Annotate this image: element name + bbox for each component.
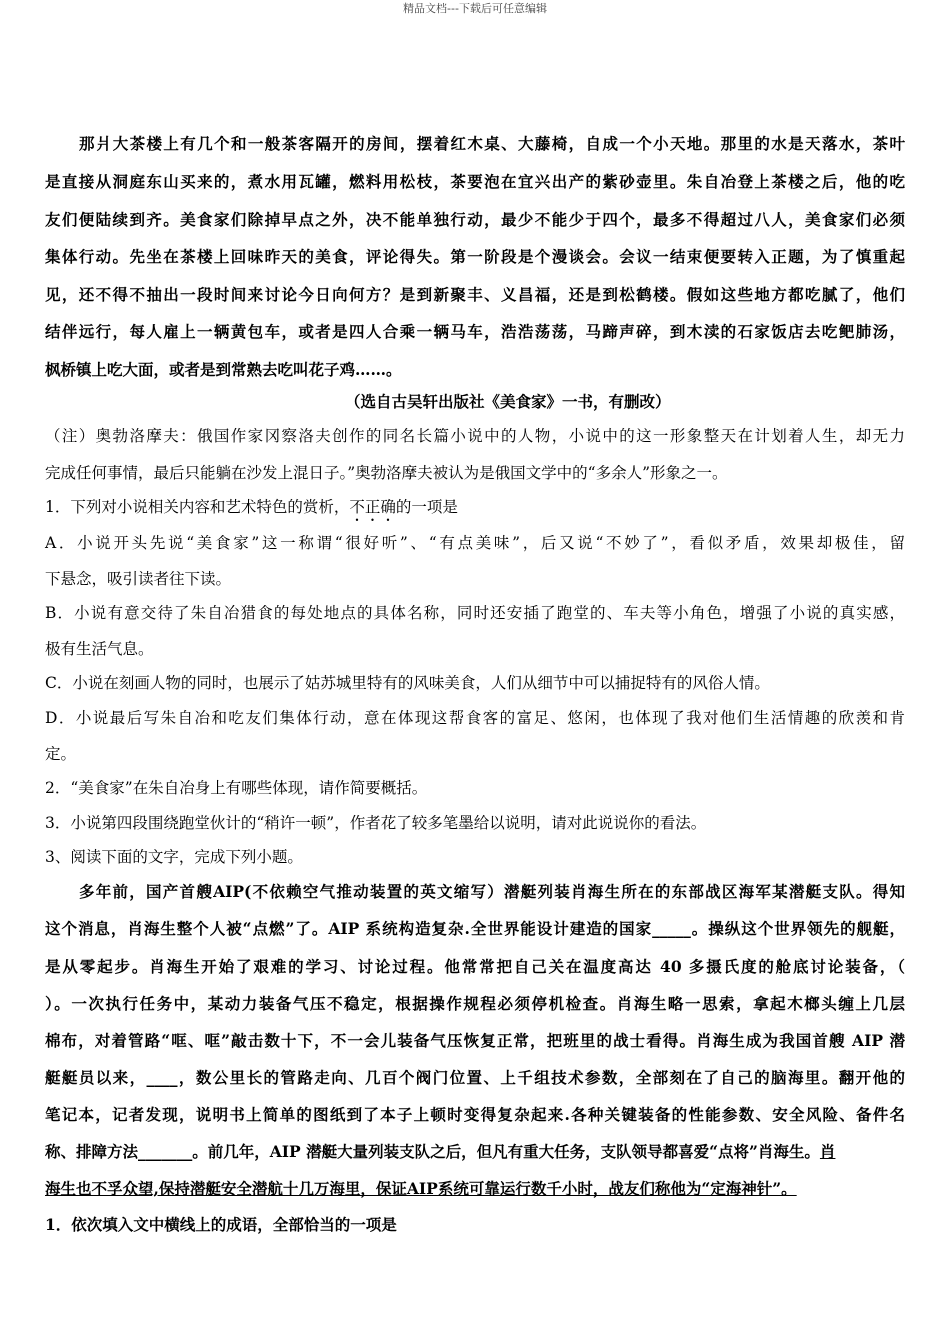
passage2-line: 笔记本，记者发现，说明书上简单的图纸到了本子上顿时变得复杂起来.各种关键装备的性能参数、安全风险、备件名 xyxy=(45,1105,905,1124)
option-b-cont: 极有生活气息。 xyxy=(45,640,154,658)
question-1-prefix: 1．下列对小说相关内容和艺术特色的赏析， xyxy=(45,498,350,516)
option-a-cont: 下悬念，吸引读者往下读。 xyxy=(45,570,232,588)
option-a: A．小说开头先说“美食家”这一称谓“很好听”、“有点美味”，后又说“不妙了”，看似矛盾，效果却极佳，留 xyxy=(45,534,905,552)
passage-line: 枫桥镇上吃大面，或者是到常熟去吃叫花子鸡……。 xyxy=(45,360,402,379)
option-d: D．小说最后写朱自冶和吃友们集体行动，意在体现这帮食客的富足、悠闲，也体现了我对他们生活情趣的欣羡和肯 xyxy=(45,709,905,727)
passage-line: 那爿大茶楼上有几个和一般茶客隔开的房间，摆着红木桌、大藤椅，自成一个小天地。那里的水是天落水，茶叶 xyxy=(79,134,905,153)
passage2-line: ）。一次执行任务中，某动力装备气压不稳定，根据操作规程必须停机检查。肖海生略一思索，拿起木榔头缠上几层 xyxy=(45,994,905,1013)
page-header: 精品文档---下载后可任意编辑 xyxy=(403,2,547,15)
passage-line: 是直接从洞庭东山买来的，煮水用瓦罐，燃料用松枝，茶要泡在宜兴出产的紫砂壶里。朱自冶登上茶楼之后，他的吃 xyxy=(45,172,905,191)
passage-line: 结伴远行，每人雇上一辆黄包车，或者是四人合乘一辆马车，浩浩荡荡，马蹄声碎，到木渎的石家饭店去吃鲃肺汤， xyxy=(45,322,905,341)
passage-line: 集体行动。先坐在茶楼上回味昨天的美食，评论得失。第一阶段是个漫谈会。会议一结束便要转入正题，为了慎重起 xyxy=(45,247,905,266)
passage2-line: 艇艇员以来，____，数公里长的管路走向、几百个阀门位置、上千组技术参数，全部刻在了自己的脑海里。翻开他的 xyxy=(45,1068,905,1087)
passage2-line: 棉布，对着管路“哐、哐”敲击数十下，不一会儿装备气压恢复正常，把班里的战士看得。肖海生成为我国首艘 AIP 潜 xyxy=(45,1031,905,1050)
passage2-line: 这个消息，肖海生整个人被“点燃”了。AIP 系统构造复杂.全世界能设计建造的国家_____。操纵这个世界领先的舰艇， xyxy=(45,919,905,938)
passage-line: 见，还不得不抽出一段时间来讨论今日向何方？是到新聚丰、义昌福，还是到松鹤楼。假如这些地方都吃腻了，他们 xyxy=(45,285,905,304)
passage2-line-8-text: 称、排障方法_______。前几年，AIP 潜艇大量列装支队之后，但凡有重大任务，支队领导都喜爱“点将”肖海生。 xyxy=(45,1142,820,1161)
passage2-line: 多年前，国产首艘AIP(不依赖空气推动装置的英文缩写）潜艇列装肖海生所在的东部战区海军某潜艇支队。得知 xyxy=(79,882,905,901)
note-line: 完成任何事情，最后只能躺在沙发上混日子。”奥勃洛摩夫被认为是俄国文学中的“多余人”形象之一。 xyxy=(45,464,728,482)
question-3: 3．小说第四段围绕跑堂伙计的“稍许一顿”，作者花了较多笔墨给以说明，请对此说说你的看法。 xyxy=(45,814,707,832)
note-line: （注）奥勃洛摩夫：俄国作家冈察洛夫创作的同名长篇小说中的人物，小说中的这一形象整天在计划着人生，却无力 xyxy=(45,427,905,445)
question-2: 2．“美食家”在朱自冶身上有哪些体现，请作简要概括。 xyxy=(45,779,428,797)
option-d-cont: 定。 xyxy=(45,745,77,763)
underlined-sentence: 海生也不孚众望,保持潜艇安全潜航十几万海里，保证AIP系统可靠运行数千小时，战友们称他为“定海神针”。 xyxy=(45,1179,797,1198)
underlined-sentence-start: 肖 xyxy=(819,1142,836,1161)
section-3-heading: 3、阅读下面的文字，完成下列小题。 xyxy=(45,848,303,866)
question-1 xyxy=(45,496,905,525)
source-citation: （选自古吴轩出版社《美食家》一书，有删改） xyxy=(345,392,671,411)
option-b: B．小说有意交待了朱自冶猎食的每处地点的具体名称，同时还安插了跑堂的、车夫等小角色，增强了小说的真实感， xyxy=(45,604,905,622)
passage-line: 友们便陆续到齐。美食家们除掉早点之外，决不能单独行动，最少不能少于四个，最多不得超过八人，美食家们必须 xyxy=(45,210,905,229)
passage2-line: 是从零起步。肖海生开始了艰难的学习、讨论过程。他常常把自己关在温度高达 40 多摄氏度的舱底讨论装备，（ xyxy=(45,957,905,976)
option-c: C．小说在刻画人物的同时，也展示了姑苏城里特有的风味美食，人们从细节中可以捕捉特有的风俗人情。 xyxy=(45,674,770,692)
passage2-line xyxy=(45,1141,925,1163)
question-1-suffix: 的一项是 xyxy=(395,498,458,516)
question-1-emphasis: 不正确 xyxy=(349,498,396,516)
fill-question-1: 1．依次填入文中横线上的成语，全部恰当的一项是 xyxy=(45,1215,397,1234)
